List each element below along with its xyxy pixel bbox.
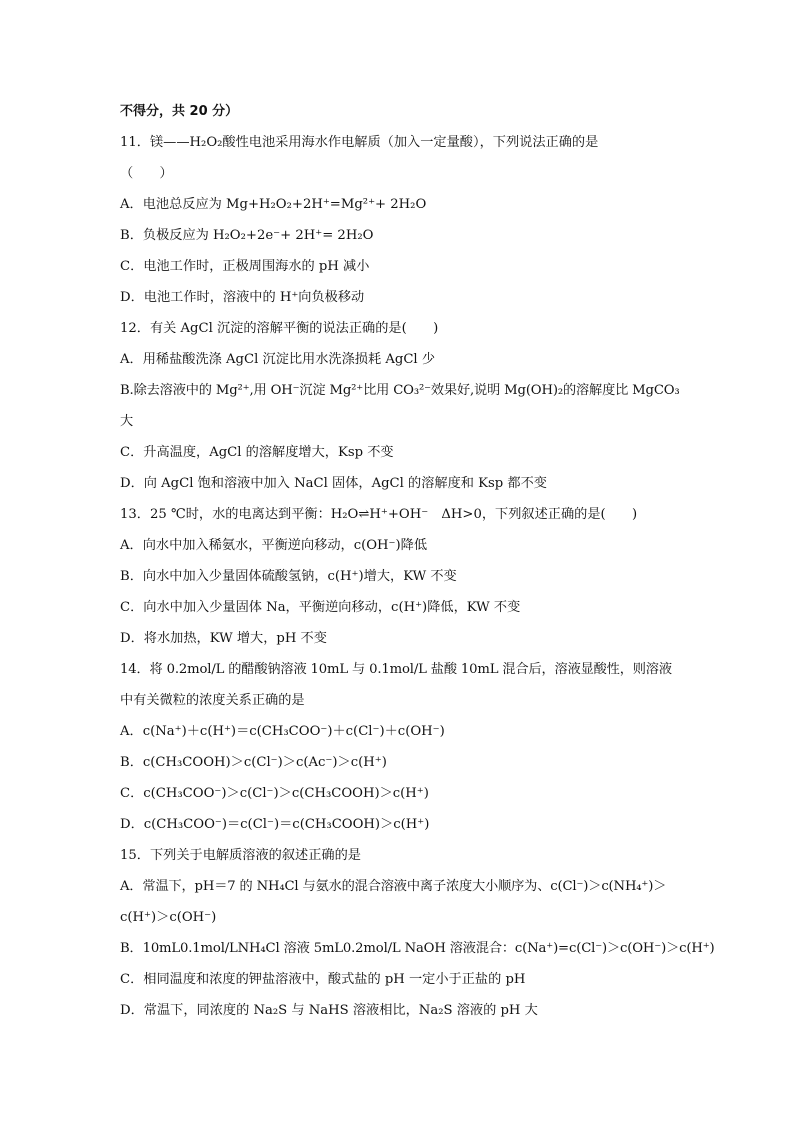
question-13-option-c: C．向水中加入少量固体 Na，平衡逆向移动，c(H⁺)降低，KW 不变 [120,600,521,615]
question-13-option-b: B．向水中加入少量固体硫酸氢钠，c(H⁺)增大，KW 不变 [120,569,457,584]
question-14-option-d: D．c(CH₃COO⁻)＝c(Cl⁻)＝c(CH₃COOH)＞c(H⁺) [120,817,430,832]
question-15-option-a: A．常温下，pH＝7 的 NH₄Cl 与氨水的混合溶液中离子浓度大小顺序为、c(Cl⁻)＞c(NH₄⁺)＞ [120,879,667,894]
question-14-stem: 14．将 0.2mol/L 的醋酸钠溶液 10mL 与 0.1mol/L 盐酸 10mL 混合后，溶液显酸性，则溶液 [120,662,672,677]
question-13-stem: 13．25 ℃时，水的电离达到平衡：H₂O⇌H⁺+OH⁻ ΔH>0，下列叙述正确的是( ) [120,507,638,522]
question-11-option-d: D．电池工作时，溶液中的 H⁺向负极移动 [120,290,365,305]
question-15-option-c: C．相同温度和浓度的钾盐溶液中，酸式盐的 pH 一定小于正盐的 pH [120,972,526,987]
question-11-stem: 11．镁——H₂O₂酸性电池采用海水作电解质（加入一定量酸），下列说法正确的是 [120,135,599,150]
question-13-option-a: A．向水中加入稀氨水，平衡逆向移动，c(OH⁻)降低 [120,538,428,553]
question-12-option-b-cont: 大 [120,414,134,429]
question-11-option-a: A．电池总反应为 Mg+H₂O₂+2H⁺=Mg²⁺+ 2H₂O [120,197,427,212]
question-11-blank: （ ） [120,166,173,181]
question-15-option-b: B．10mL0.1mol/LNH₄Cl 溶液 5mL0.2mol/L NaOH 溶液混合：c(Na⁺)=c(Cl⁻)＞c(OH⁻)＞c(H⁺) [120,941,715,956]
question-11-option-c: C．电池工作时，正极周围海水的 pH 减小 [120,259,370,274]
question-12-option-a: A．用稀盐酸洗涤 AgCl 沉淀比用水洗涤损耗 AgCl 少 [120,352,436,367]
question-11-option-b: B．负极反应为 H₂O₂+2e⁻+ 2H⁺= 2H₂O [120,228,374,243]
question-12-option-b: B.除去溶液中的 Mg²⁺,用 OH⁻沉淀 Mg²⁺比用 CO₃²⁻效果好,说明 Mg(OH)₂的溶解度比 MgCO₃ [120,383,680,398]
question-15-option-a-cont: c(H⁺)＞c(OH⁻) [120,910,217,925]
question-13-option-d: D．将水加热，KW 增大，pH 不变 [120,631,327,646]
question-14-option-c: C．c(CH₃COO⁻)＞c(Cl⁻)＞c(CH₃COOH)＞c(H⁺) [120,786,429,801]
question-12-option-d: D．向 AgCl 饱和溶液中加入 NaCl 固体，AgCl 的溶解度和 Ksp 都不变 [120,476,547,491]
question-12-stem: 12．有关 AgCl 沉淀的溶解平衡的说法正确的是( ) [120,321,439,336]
question-15-option-d: D．常温下，同浓度的 Na₂S 与 NaHS 溶液相比，Na₂S 溶液的 pH 大 [120,1003,538,1018]
question-14-option-b: B．c(CH₃COOH)＞c(Cl⁻)＞c(Ac⁻)＞c(H⁺) [120,755,387,770]
question-14-stem-cont: 中有关微粒的浓度关系正确的是 [120,693,305,708]
question-12-option-c: C．升高温度，AgCl 的溶解度增大，Ksp 不变 [120,445,394,460]
section-header: 不得分，共 20 分） [120,104,239,119]
exam-page [120,96,715,1026]
question-15-stem: 15．下列关于电解质溶液的叙述正确的是 [120,848,361,863]
question-14-option-a: A．c(Na⁺)＋c(H⁺)＝c(CH₃COO⁻)＋c(Cl⁻)＋c(OH⁻) [120,724,445,739]
